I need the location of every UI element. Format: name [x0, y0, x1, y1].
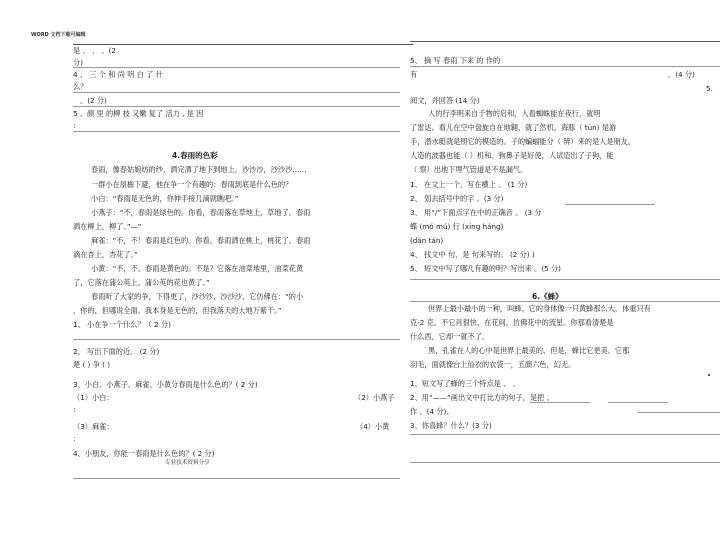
- left-q4-line2: 么？: [73, 82, 88, 91]
- left-q3-line2: 分): [73, 58, 83, 67]
- right-q5-line2: 有: [410, 70, 418, 79]
- reading-instruction: 阅文，并回答 (14 分): [410, 96, 480, 105]
- divider: [73, 67, 400, 68]
- passage-line: 麻雀：“不，不！春雨是红色的。你看，春雨洒在桃上，桃花了。春雨: [91, 236, 311, 245]
- colon-mark: ：: [73, 405, 81, 414]
- question-3: 3、小白、小燕子、麻雀、小黄分春雨是什么色的？( 2 分): [73, 380, 258, 389]
- passage-line: 手，潜水艇就是照它的模造的。子的蝙蝠能分（ 辨）来的是人是朋友，: [410, 137, 636, 146]
- passage-title-spring-rain: 4.春雨的色彩: [172, 151, 218, 160]
- passage-line: 滴在杏上，杏花了。”: [73, 250, 138, 259]
- question-5: 5、 短文中写了哪几有趣的明？写出来 。(5 分): [410, 264, 561, 273]
- passage-line: 洒在柳上，柳了。”—”: [73, 222, 142, 231]
- section-number-5: 5.: [706, 84, 713, 93]
- question-2-continued: 作 。(4 分)、: [410, 407, 454, 416]
- answer-line[interactable]: [638, 412, 720, 413]
- left-q4-score: 。(2 分): [80, 96, 107, 105]
- section-title-hummingbird: 6.《蜂》: [532, 292, 563, 301]
- header-label: WORD 文档下载可编辑: [31, 32, 86, 38]
- passage-line: 什么西，它却一就不了。: [410, 332, 490, 341]
- left-q3-line1: 是 、 、 。(2: [73, 46, 116, 55]
- question-3-part-4: （4）小黄: [356, 422, 390, 431]
- top-rule-right: [410, 41, 720, 42]
- right-q5-line1: 5、 摘 写 春雨 下来 的 作的: [410, 56, 501, 65]
- left-q5-line1: 5 、颜 里 的柳 枝 又嫩 复了 活力 , 是 因: [73, 109, 204, 118]
- passage-line: 了，它落在蒲公英上，蒲公英的花也黄了。”: [73, 278, 210, 287]
- answer-line[interactable]: [410, 434, 720, 435]
- passage-line: 小白：“春雨是无色的，你伸手接几滴就瞧吧。”: [91, 194, 239, 203]
- pinyin-choices-2: (dàn tán): [410, 236, 444, 245]
- footer-note: 专业技术资料分享: [165, 460, 210, 466]
- pinyin-choices-1: 蝶 (mó mú) 行 (xíng háng): [410, 222, 504, 231]
- question-3: 3、你喜蜂？什么？(3 分): [410, 421, 492, 430]
- passage-line: 黑，孔雀在人的心中是世界上最美的，但是，蜂比它更美。它那: [428, 346, 630, 355]
- answer-line[interactable]: [73, 478, 400, 479]
- passage-line: 人造的波器也能（ ）机和、狗鼻子是好使，人试造出了子狗，能: [410, 151, 614, 160]
- divider: [73, 92, 400, 93]
- passage-line: 世界上最小最小的一种，叫蜂。它的身体像一只黄蜂那么大，体重只有: [428, 304, 651, 313]
- passage-line: 羽毛，面就像台上仙衣的衣袋一，五颜六色，幻无。: [410, 360, 576, 369]
- question-2: 2、 写出下面的近。 (2 分): [73, 347, 160, 356]
- question-2: 2、用“——”画出文中打比方的句子，是把 、: [410, 393, 554, 402]
- passage-line: （ 察）出地下埋气管道是不是漏气。: [410, 165, 528, 174]
- divider: [73, 131, 400, 132]
- question-3: 3、 用“/”下面点字在中的正确音 。 (3 分: [410, 208, 542, 217]
- colon-mark: ：: [73, 434, 81, 443]
- passage-line: 春雨听了大家的争，下得更了，沙沙沙，沙沙沙，它仿佛在：“的小: [91, 292, 304, 301]
- answer-line[interactable]: [608, 402, 668, 403]
- question-3-part-3: （3）麻雀：: [73, 422, 114, 431]
- passage-line: 人的行李明来自千物的启和，人看蜘蛛能在夜行，就明: [428, 109, 601, 118]
- left-q5-line2: ：: [73, 121, 81, 130]
- answer-line[interactable]: [410, 462, 720, 463]
- question-3-part-1: （1）小白：: [73, 393, 114, 402]
- passage-line: 小黄：“不，不。春雨是黄色的。不是？它落在油菜地里，油菜花黄: [91, 264, 304, 273]
- divider: [73, 106, 400, 107]
- question-4: 4、 找文中 句，是 句来写的。 (2 分) ): [410, 250, 535, 259]
- answer-line[interactable]: [565, 204, 655, 205]
- question-4: 4、小朋友，你能一春雨是什么色的？( 2 分): [73, 449, 215, 458]
- top-rule-left: [73, 44, 413, 45]
- question-3-part-2: （2）小燕子: [354, 393, 395, 402]
- right-q5-score: 。(4 分): [668, 70, 695, 79]
- passage-line: 春雨，像春姑娘纺的纱，洒完洒了地下到地上，沙沙沙，沙沙沙……: [91, 165, 307, 174]
- question-1: 1、短文写了蜂的三个特点是 、 、: [410, 379, 520, 388]
- answer-line[interactable]: [73, 339, 400, 340]
- question-1: 1、 小在争一个什么？（ 2 分): [73, 320, 171, 329]
- passage-line: 一群小在屋檐下避，他在争一个有趣的：春雨到底是什么色的？: [91, 180, 293, 189]
- divider: [410, 66, 720, 67]
- dot-mark: [708, 374, 710, 376]
- question-2: 2、 划去括号中的字 。(3 分): [410, 194, 504, 203]
- divider: [410, 301, 720, 302]
- passage-line: ，你的，但哪说全面。我本身是无色的，但我落天的大地万紫千。”: [73, 306, 282, 315]
- passage-line: 了雷达。看儿在空中盘旋自在地翱，就了然机。海豚（ tún) 是游: [410, 123, 617, 132]
- question-2-items: 楚 ( ) 争 ( ): [73, 360, 111, 369]
- passage-line: 小燕子：“不，春雨是绿色的。你看，春雨落在草地上，草地了。春雨: [91, 208, 311, 217]
- left-q4-line1: 4 、 三 个 和 尚 明 白 了 什: [73, 70, 163, 79]
- question-1: 1、 在文上一个，写在横上 。 (1 分): [410, 180, 528, 189]
- answer-line[interactable]: [530, 402, 590, 403]
- passage-line: 克-2 克。不它肖很快，在花间，仿佛花中的流星。你那看清楚是: [410, 318, 614, 327]
- answer-line[interactable]: [410, 279, 720, 280]
